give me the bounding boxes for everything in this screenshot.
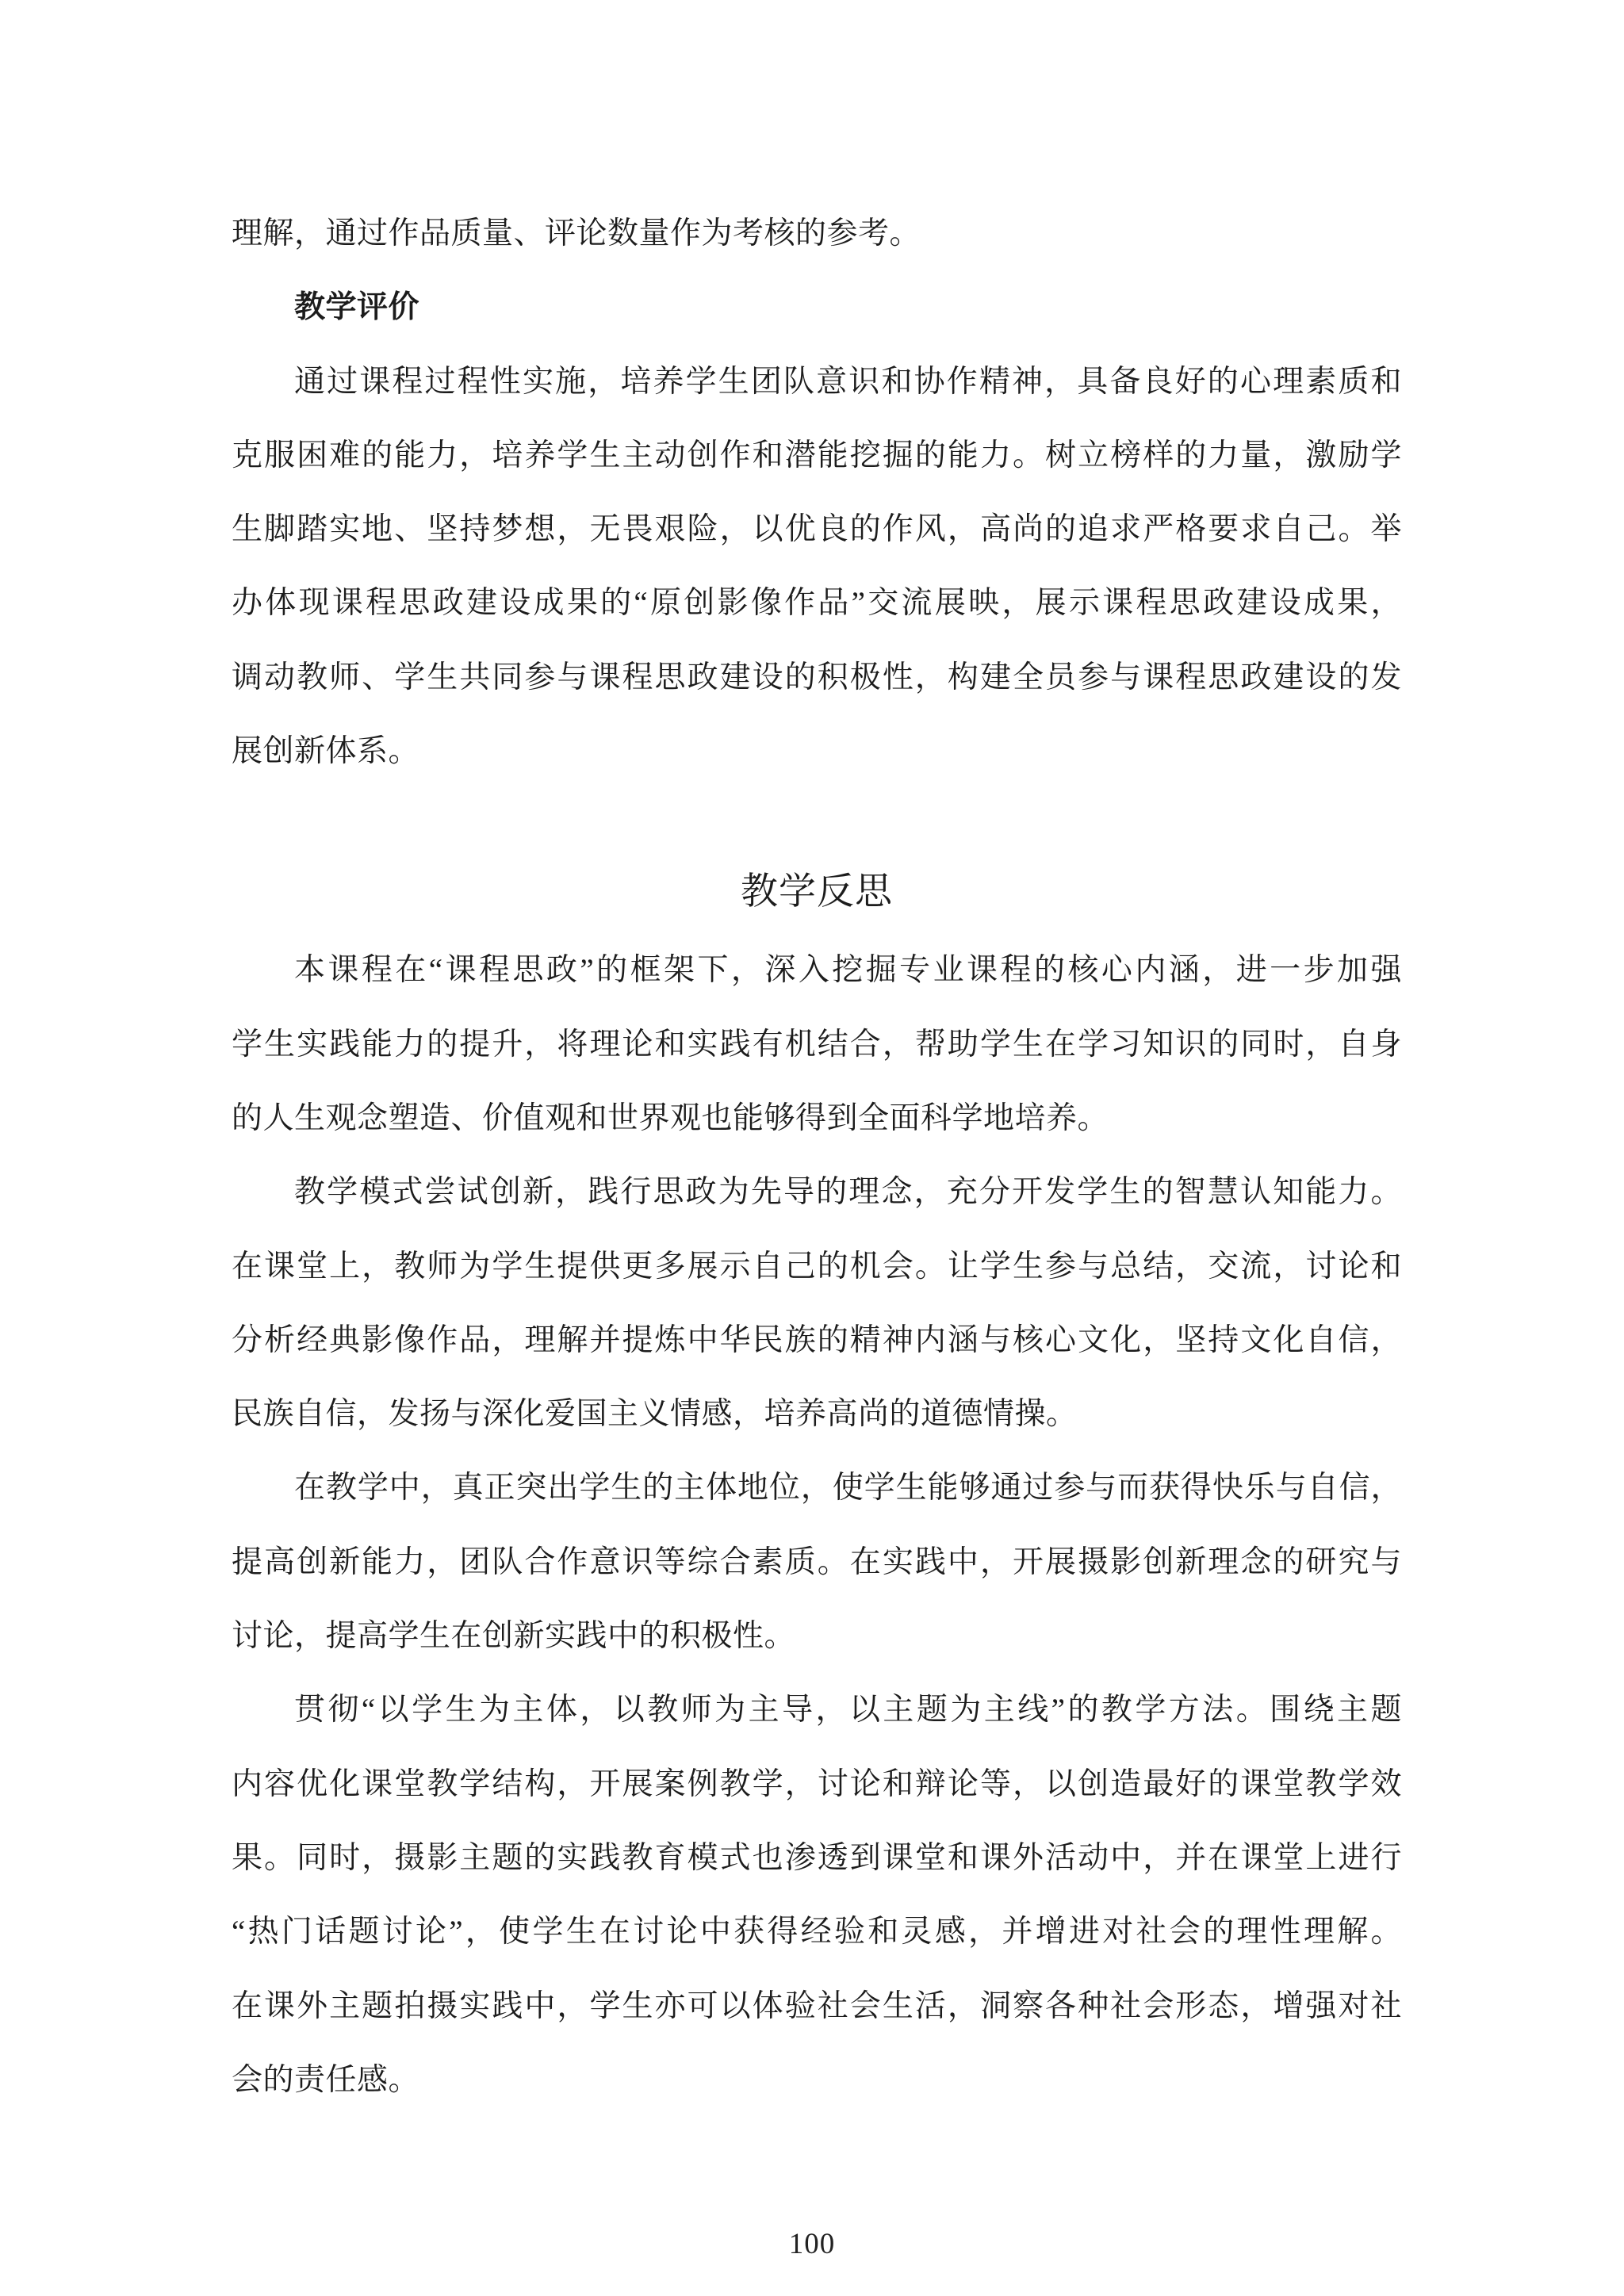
document-line: 讨论，提高学生在创新实践中的积极性。 xyxy=(232,1619,796,1654)
section-title: 教学反思 xyxy=(741,871,893,913)
document-line: 民族自信，发扬与深化爱国主义情感，培养高尚的道德情操。 xyxy=(232,1397,1078,1432)
document-line: “热门话题讨论”，使学生在讨论中获得经验和灵感，并增进对社会的理性理解。 xyxy=(232,1915,1402,1950)
document-line: 克服困难的能力，培养学生主动创作和潜能挖掘的能力。树立榜样的力量，激励学 xyxy=(232,438,1402,473)
subsection-title: 教学评价 xyxy=(294,290,420,325)
document-line: 贯彻“以学生为主体，以教师为主导，以主题为主线”的教学方法。围绕主题 xyxy=(294,1693,1402,1728)
page-number: 100 xyxy=(788,2228,836,2260)
document-line: 办体现课程思政建设成果的“原创影像作品”交流展映，展示课程思政建设成果， xyxy=(232,586,1402,621)
document-line: 学生实践能力的提升，将理论和实践有机结合，帮助学生在学习知识的同时，自身 xyxy=(232,1027,1402,1062)
document-line: 会的责任感。 xyxy=(232,2062,420,2097)
document-line: 提高创新能力，团队合作意识等综合素质。在实践中，开展摄影创新理念的研究与 xyxy=(232,1544,1402,1579)
document-line: 内容优化课堂教学结构，开展案例教学，讨论和辩论等，以创造最好的课堂教学效 xyxy=(232,1766,1402,1801)
document-line: 在课堂上，教师为学生提供更多展示自己的机会。让学生参与总结，交流，讨论和 xyxy=(232,1249,1402,1284)
document-line: 本课程在“课程思政”的框架下，深入挖掘专业课程的核心内涵，进一步加强 xyxy=(294,953,1402,988)
document-line: 通过课程过程性实施，培养学生团队意识和协作精神，具备良好的心理素质和 xyxy=(294,364,1402,399)
document-line: 生脚踏实地、坚持梦想，无畏艰险，以优良的作风，高尚的追求严格要求自己。举 xyxy=(232,512,1402,547)
document-line: 教学模式尝试创新，践行思政为先导的理念，充分开发学生的智慧认知能力。 xyxy=(294,1175,1402,1210)
document-line: 果。同时，摄影主题的实践教育模式也渗透到课堂和课外活动中，并在课堂上进行 xyxy=(232,1840,1402,1875)
document-line: 展创新体系。 xyxy=(232,734,420,769)
document-line: 在课外主题拍摄实践中，学生亦可以体验社会生活，洞察各种社会形态，增强对社 xyxy=(232,1988,1402,2023)
document-line: 的人生观念塑造、价值观和世界观也能够得到全面科学地培养。 xyxy=(232,1100,1109,1135)
document-line: 理解，通过作品质量、评论数量作为考核的参考。 xyxy=(232,216,921,251)
page-footer xyxy=(0,2217,1624,2272)
document-line: 调动教师、学生共同参与课程思政建设的积极性，构建全员参与课程思政建设的发 xyxy=(232,660,1402,695)
document-line: 在教学中，真正突出学生的主体地位，使学生能够通过参与而获得快乐与自信， xyxy=(294,1471,1402,1506)
document-line: 分析经典影像作品，理解并提炼中华民族的精神内涵与核心文化，坚持文化自信， xyxy=(232,1322,1402,1357)
document-content xyxy=(232,197,1402,2117)
